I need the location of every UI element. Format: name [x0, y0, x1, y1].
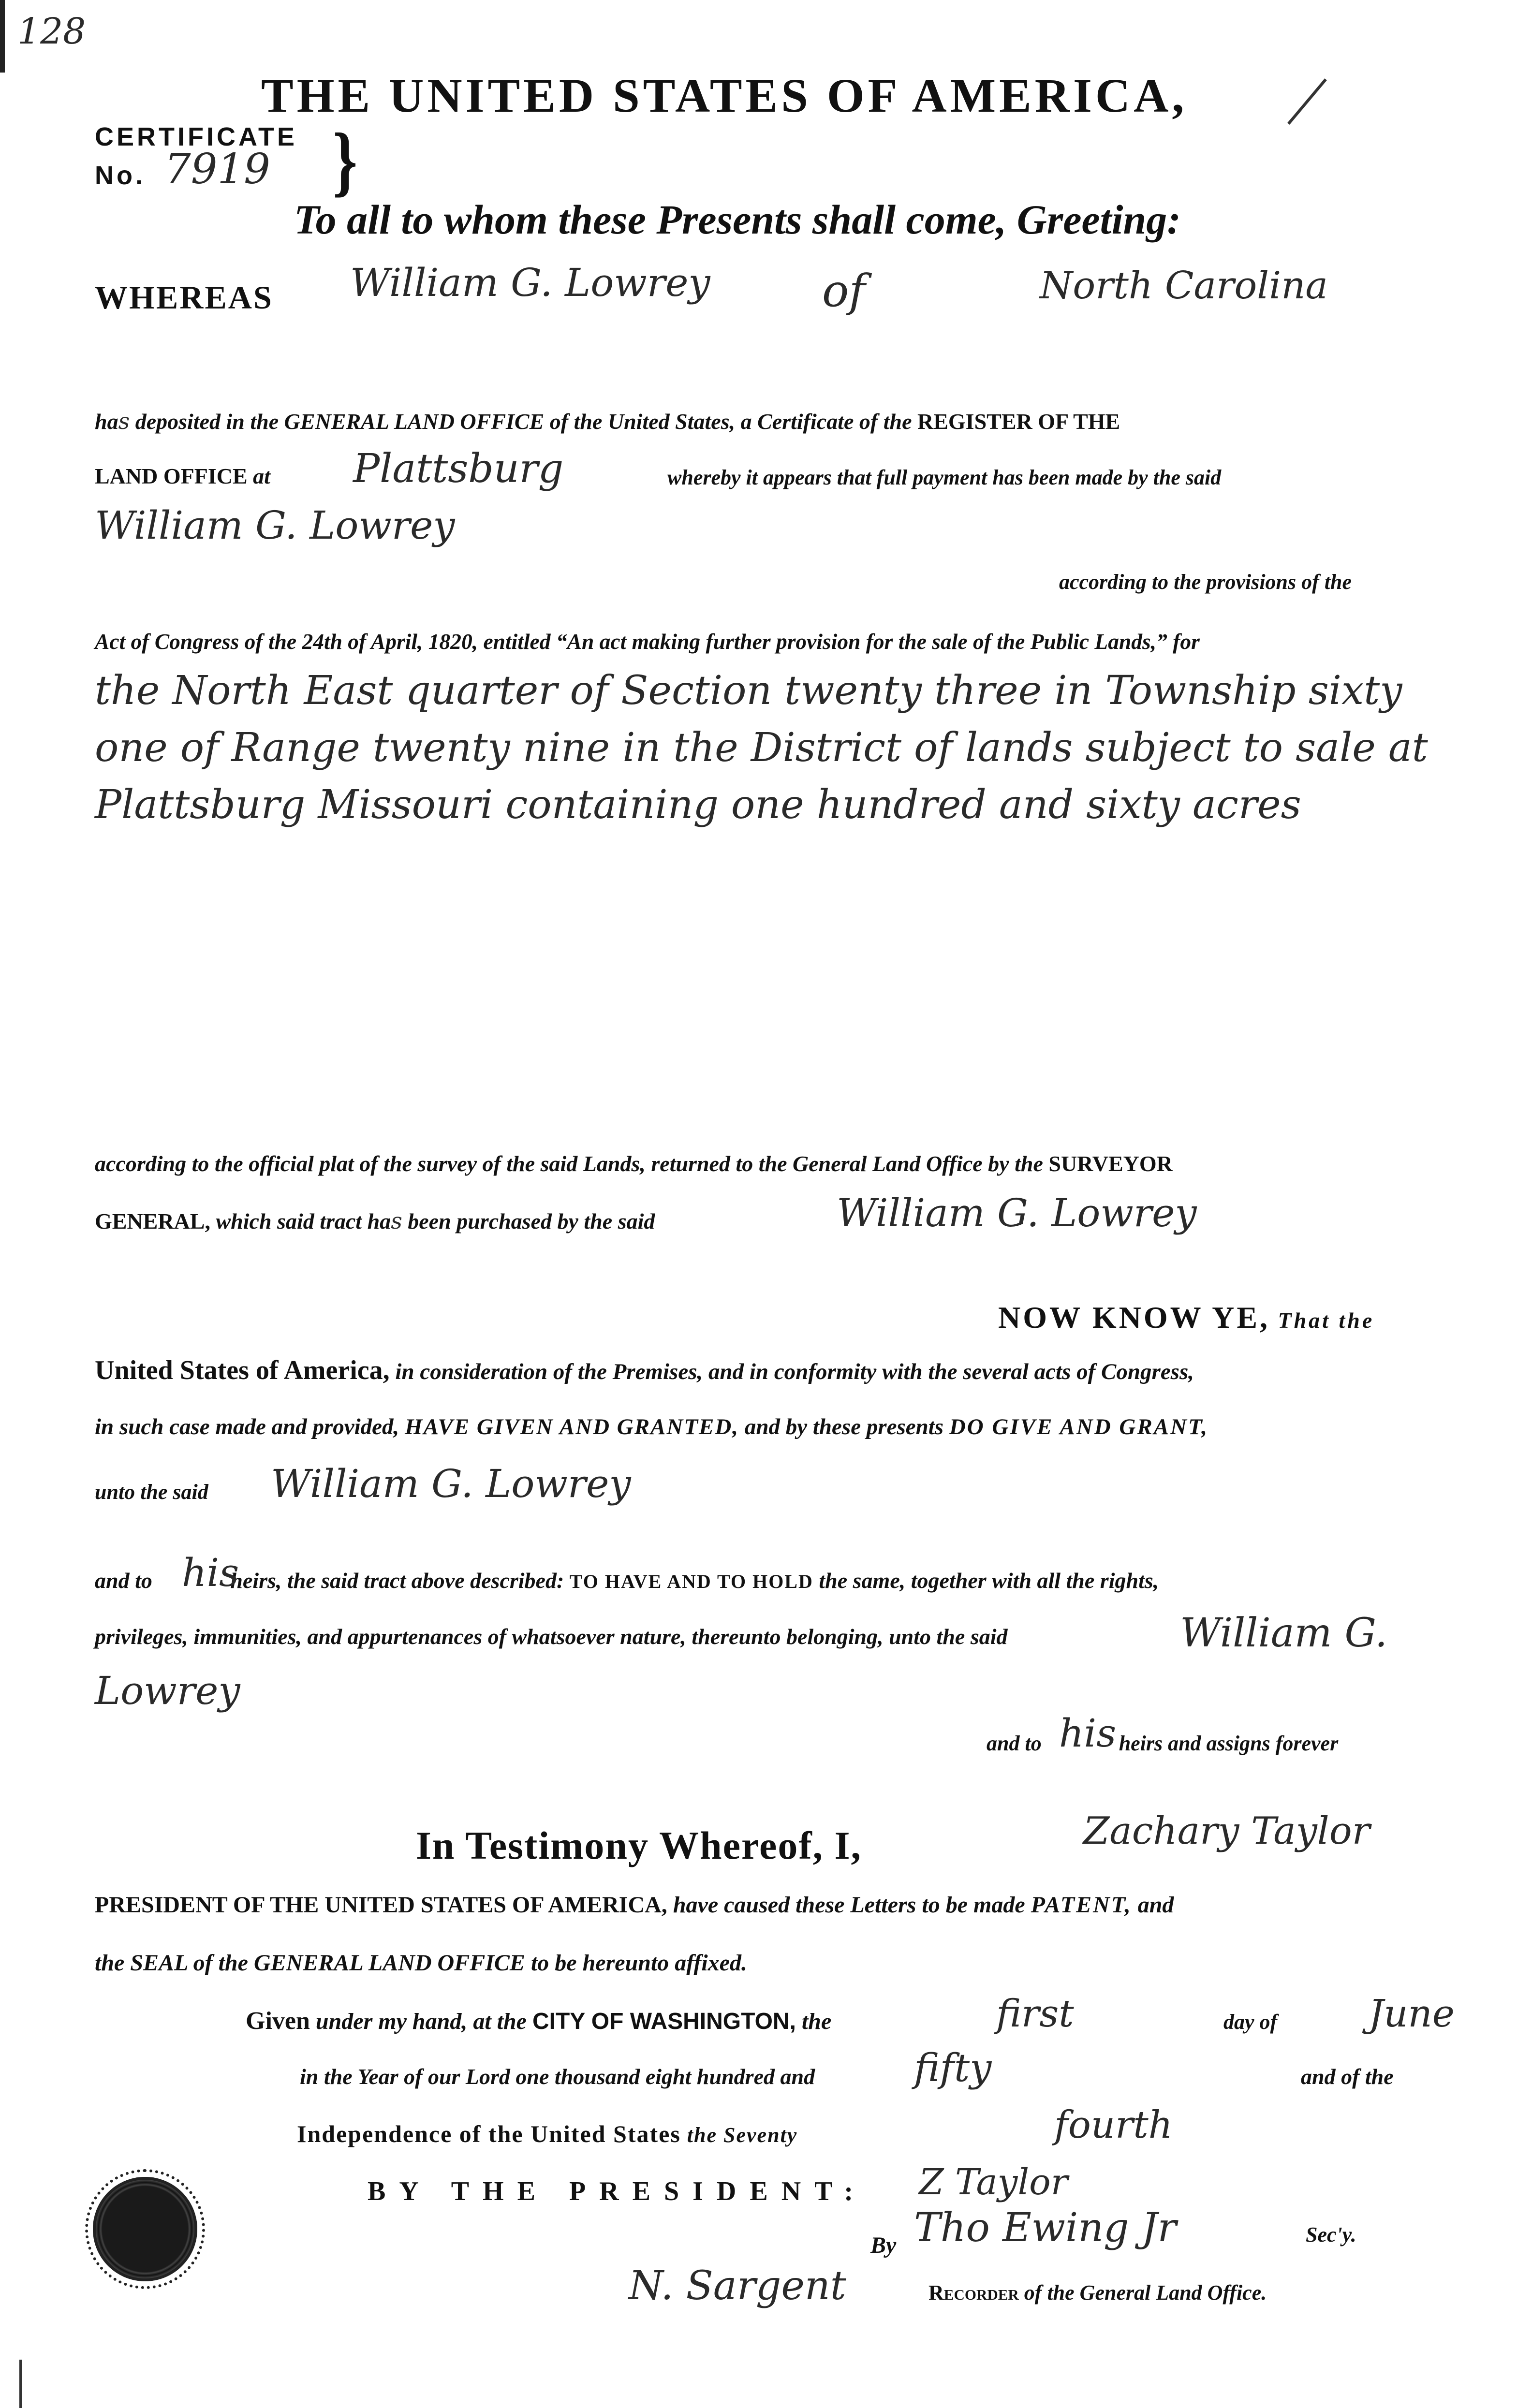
president-title: PRESIDENT OF THE UNITED STATES OF AMERICA,: [95, 1892, 667, 1918]
greeting-line: To all to whom these Presents shall come, Greeting:: [294, 196, 1181, 243]
grant-line-1: [95, 1355, 1194, 1386]
land-office-label: LAND OFFICE: [95, 464, 248, 488]
now-know-ye-line: [998, 1300, 1374, 1336]
has-word: ha: [95, 409, 118, 434]
at-word: at: [247, 464, 270, 488]
certificate-no-label: No.: [95, 161, 146, 190]
assigns-and-to: and to: [987, 1732, 1042, 1755]
corner-ink-mark: [1287, 78, 1327, 125]
habendum-line: [95, 1568, 1159, 1593]
heirs-his: his: [182, 1550, 239, 1595]
land-description: the North East quarter of Section twenty three in Township sixty one of Range twenty nine in the District of lands subject to sale at Plattsburg Missouri containing one hundred and sixty acres: [95, 668, 1428, 828]
habendum-text: heirs, the said tract above described:: [224, 1568, 570, 1593]
consideration-text: in consideration of the Premises, and in conformity with the several acts of Congress,: [389, 1359, 1194, 1384]
surveyor-label: SURVEYOR: [1048, 1151, 1173, 1176]
given-month: June: [1369, 1992, 1455, 2036]
recorder-line: [928, 2280, 1267, 2305]
given-label: Given: [246, 2007, 310, 2035]
now-know-ye-label: NOW KNOW YE,: [998, 1300, 1270, 1335]
bottom-edge-mark: [19, 2360, 22, 2408]
by-label: By: [870, 2232, 897, 2258]
purchased-text: been purchased by the said: [402, 1209, 655, 1233]
grant-text-3: and by these presents: [739, 1414, 949, 1439]
general-line: [95, 1208, 655, 1234]
do-give-label: DO GIVE AND GRANT,: [949, 1414, 1209, 1439]
whereas-label: WHEREAS: [95, 279, 273, 316]
and-of-the: and of the: [1301, 2064, 1394, 2089]
deposit-text-2: of the United States, a Certificate of the: [544, 409, 917, 434]
act-line: [95, 629, 1200, 654]
privileges-line: privileges, immunities, and appurtenances of whatsoever nature, thereunto belonging, unto the said: [95, 1624, 1008, 1649]
act-quote: “An act making further provision for the sale of the Public Lands,”: [556, 629, 1167, 654]
secretary-signature: Tho Ewing Jr: [914, 2205, 1177, 2251]
united-states-blackletter: United States of America,: [95, 1355, 390, 1385]
seal-of-the: of the: [187, 1950, 254, 1976]
rights-text: the same, together with all the rights,: [813, 1568, 1159, 1593]
letters-text: have caused these Letters to be made: [667, 1892, 1031, 1918]
whereby-text: whereby it appears that full payment has been made by the said: [667, 466, 1222, 489]
of-word: of: [822, 265, 866, 317]
day-of-text: day of: [1223, 2010, 1278, 2034]
page-edge-mark: [0, 0, 5, 73]
act-text: Act of Congress of the 24th of April, 1820, entitled: [95, 629, 556, 654]
seventy-text: the Seventy: [680, 2123, 798, 2147]
has-suffix: s: [118, 408, 130, 434]
recorder-word: Recorder: [928, 2281, 1019, 2305]
act-for: for: [1167, 629, 1200, 654]
patentee-name: William G. Lowrey: [350, 260, 710, 305]
assigns-his: his: [1059, 1711, 1117, 1756]
payer-name: William G. Lowrey: [95, 503, 455, 548]
land-office-line: [95, 463, 270, 489]
seal-affixed: to be hereunto affixed.: [525, 1950, 748, 1976]
president-signature: Z Taylor: [919, 2161, 1068, 2203]
testimony-heading: In Testimony Whereof, I,: [416, 1823, 862, 1867]
under-hand-text: under my hand, at the: [309, 2009, 532, 2034]
independence-value: fourth: [1054, 2103, 1173, 2147]
independence-label: Independence of the United States: [297, 2120, 681, 2147]
seal-glo: GENERAL LAND OFFICE: [253, 1950, 525, 1976]
land-office-seal: [93, 2177, 197, 2281]
purchaser-name: William G. Lowrey: [837, 1190, 1197, 1235]
and-text: and: [1132, 1892, 1174, 1918]
to-have-label: TO HAVE AND TO HOLD: [569, 1571, 813, 1592]
year-text: in the Year of our Lord one thousand eight hundred and: [300, 2064, 815, 2089]
deposit-text: deposited in the: [130, 409, 284, 434]
that-the-text: That the: [1270, 1308, 1375, 1333]
glo-name: GENERAL LAND OFFICE: [284, 409, 545, 434]
plat-text: according to the official plat of the survey of the said Lands, returned to the General Land Office by the: [95, 1151, 1049, 1176]
unto-the-said: unto the said: [95, 1480, 208, 1504]
grant-line-2: [95, 1414, 1208, 1440]
independence-line: [297, 2120, 797, 2148]
have-given-label: HAVE GIVEN AND GRANTED,: [405, 1414, 739, 1439]
seal-line: [95, 1950, 747, 1976]
grant-text: in such case made and provided,: [95, 1414, 405, 1439]
assigns-line: [987, 1731, 1338, 1756]
president-line: [95, 1892, 1174, 1918]
recorder-signature: N. Sargent: [629, 2263, 846, 2309]
certificate-number: 7919: [164, 145, 270, 193]
assigns-text: heirs and assigns forever: [1119, 1732, 1339, 1755]
deposit-line: [95, 408, 1120, 434]
by-the-president-label: BY THE PRESIDENT:: [368, 2176, 867, 2206]
secretary-label: Sec'y.: [1306, 2223, 1356, 2246]
and-to-text: and to: [95, 1568, 152, 1593]
president-name: Zachary Taylor: [1083, 1809, 1370, 1853]
patentee-state: North Carolina: [1040, 264, 1328, 308]
tract-text: which said tract ha: [210, 1209, 391, 1233]
given-the: the: [795, 2009, 832, 2034]
year-value: fifty: [914, 2045, 992, 2090]
seal-label: SEAL: [130, 1950, 188, 1976]
general-label: GENERAL,: [95, 1209, 210, 1233]
certificate-label: CERTIFICATE: [95, 122, 297, 151]
given-day: first: [996, 1992, 1074, 2036]
page-number: 128: [17, 11, 86, 52]
patent-label: PATENT,: [1031, 1892, 1132, 1918]
register-label: REGISTER OF THE: [917, 409, 1120, 434]
habendum-name-b: Lowrey: [95, 1668, 240, 1713]
given-line: [246, 2007, 831, 2035]
plat-line: [95, 1151, 1173, 1176]
recorder-office: of the General Land Office.: [1018, 2281, 1267, 2305]
grantee-name: William G. Lowrey: [271, 1461, 631, 1506]
city-label: CITY OF WASHINGTON,: [532, 2009, 796, 2034]
provisions-text: according to the provisions of the: [1059, 570, 1352, 594]
tract-has-suffix: s: [391, 1208, 402, 1234]
office-location: Plattsburg: [353, 446, 564, 492]
habendum-name-a: William G.: [1180, 1610, 1388, 1656]
seal-the: the: [95, 1950, 131, 1976]
document-title: THE UNITED STATES OF AMERICA,: [261, 69, 1188, 122]
brace-glyph: }: [333, 117, 358, 205]
